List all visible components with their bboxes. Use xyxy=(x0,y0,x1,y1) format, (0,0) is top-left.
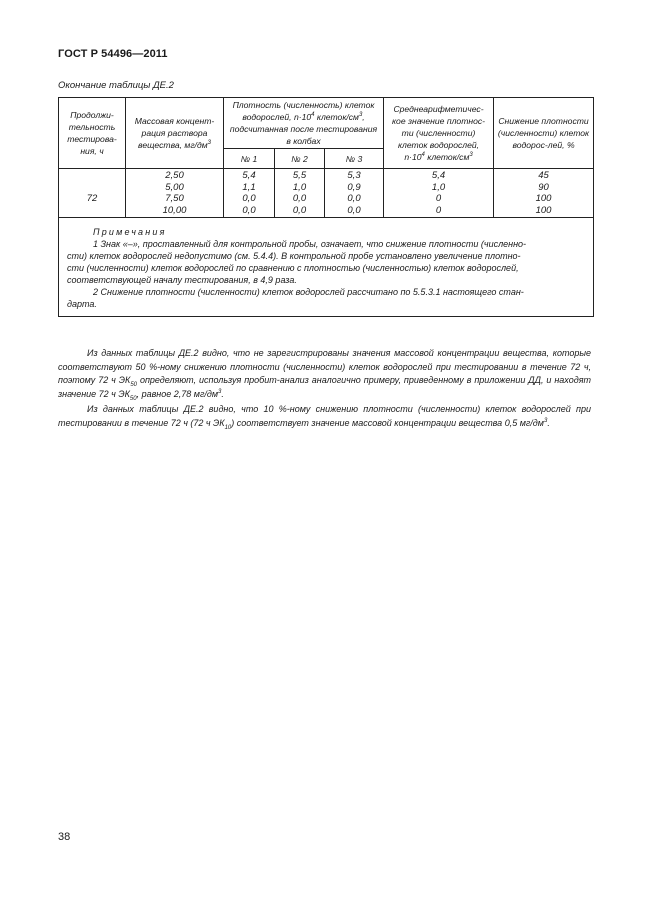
table-cell: 0 xyxy=(435,204,442,216)
table-cell: 5,4 xyxy=(242,170,256,181)
table-cell: 7,50 xyxy=(165,193,184,204)
table-cell: 5,00 xyxy=(165,181,184,193)
note-line: соответствующей началу тестирования, в 4,9 раза. xyxy=(67,275,297,285)
table-cell: 100 xyxy=(535,204,552,216)
note-line: дарта. xyxy=(67,299,97,309)
col-flask-3 xyxy=(325,169,384,218)
table-cell: 90 xyxy=(538,181,549,193)
cell-duration: 72 xyxy=(59,169,126,218)
table-cell: 0,0 xyxy=(347,193,361,204)
note-line: 1 Знак «–», проставленный для контрольной пробы, означает, что снижение плотности (численно- xyxy=(93,239,527,249)
header-mean-density: Среднеарифметичес-кое значение плотнос-ти (численности) клеток водорослей, $n\cdot 10^4$ клеток/$см^3$ xyxy=(384,98,494,169)
col-flask-1 xyxy=(224,169,275,218)
table-cell: 10,00 xyxy=(162,204,187,216)
table-cell: 0,0 xyxy=(292,204,307,216)
page-number: 38 xyxy=(58,831,71,843)
table-notes xyxy=(59,218,594,317)
header-flask-3: № 3 xyxy=(325,149,384,169)
note-line: 2 Снижение плотности (численности) клеток водорослей рассчитано по 5.5.3.1 настоящего стан- xyxy=(93,287,524,297)
col-reduction xyxy=(494,169,594,218)
table-cell: 0 xyxy=(435,193,442,204)
table-cell: 5,5 xyxy=(292,170,307,181)
col-concentration xyxy=(126,169,224,218)
header-density: Плотность (численность) клеток водорослей, $n\cdot 10^4$ клеток/$см^3$, подсчитанная после тестирования в колбах xyxy=(224,98,384,149)
col-flask-2 xyxy=(275,169,325,218)
table-cell: 1,0 xyxy=(292,181,307,193)
col-mean xyxy=(384,169,494,218)
header-flask-2: № 2 xyxy=(275,149,325,169)
table-cell: 5,3 xyxy=(347,170,361,181)
header-reduction: Снижение плотности (численности) клеток водорос-лей, % xyxy=(494,98,594,169)
table-cell: 1,1 xyxy=(242,181,256,193)
note-line: сти) клеток водорослей недопустимо (см. 5.4.4). В контрольной пробе установлено увеличение плотно- xyxy=(67,251,521,261)
standard-code: ГОСТ Р 54496—2011 xyxy=(58,48,168,60)
table-cell: 100 xyxy=(535,193,552,204)
header-flask-1: № 1 xyxy=(224,149,275,169)
header-mass-concentration: Массовая концент-рация раствора вещества, $мг/дм^3$ xyxy=(126,98,224,169)
table-cell: 2,50 xyxy=(165,170,184,181)
note-line: сти (численности) клеток водорослей по сравнению с плотностью (численностью) клеток водорослей, xyxy=(67,263,519,273)
paragraph-ec10: Из данных таблицы ДЕ.2 видно, что 10 %-ному снижению плотности (численности) клеток водорослей при тестировании в течение 72 ч (72 ч $ЭК_{10}$) соответствует значение массовой концентрации вещества 0,5 $мг/дм^3$. xyxy=(58,404,591,431)
table-caption: Окончание таблицы ДЕ.2 xyxy=(58,80,174,91)
table-cell: 1,0 xyxy=(431,181,446,193)
paragraph-ec50: Из данных таблицы ДЕ.2 видно, что не зарегистрированы значения массовой концентрации вещества, которые соответствуют 50 %-ному снижению плотности (численности) клеток водорослей при тестировании в течение 72 ч, поэтому 72 ч $ЭК_{50}$ определяют, используя пробит-анализ аналогично примеру, приведенному в приложении ДД, и находят значение 72 ч $ЭК_{50}$, равное 2,78 $мг/дм^3$. xyxy=(58,348,591,402)
table-cell: 0,0 xyxy=(242,193,256,204)
table-cell: 0,0 xyxy=(242,204,256,216)
data-table xyxy=(58,97,594,317)
table-cell: 0,0 xyxy=(347,204,361,216)
table-cell: 0,9 xyxy=(347,181,361,193)
table-cell: 45 xyxy=(538,170,549,181)
notes-title: Примечания xyxy=(93,227,167,237)
header-duration: Продолжи-тельность тестирова-ния, ч xyxy=(59,98,126,169)
table-cell: 0,0 xyxy=(292,193,307,204)
table-cell: 5,4 xyxy=(431,170,446,181)
